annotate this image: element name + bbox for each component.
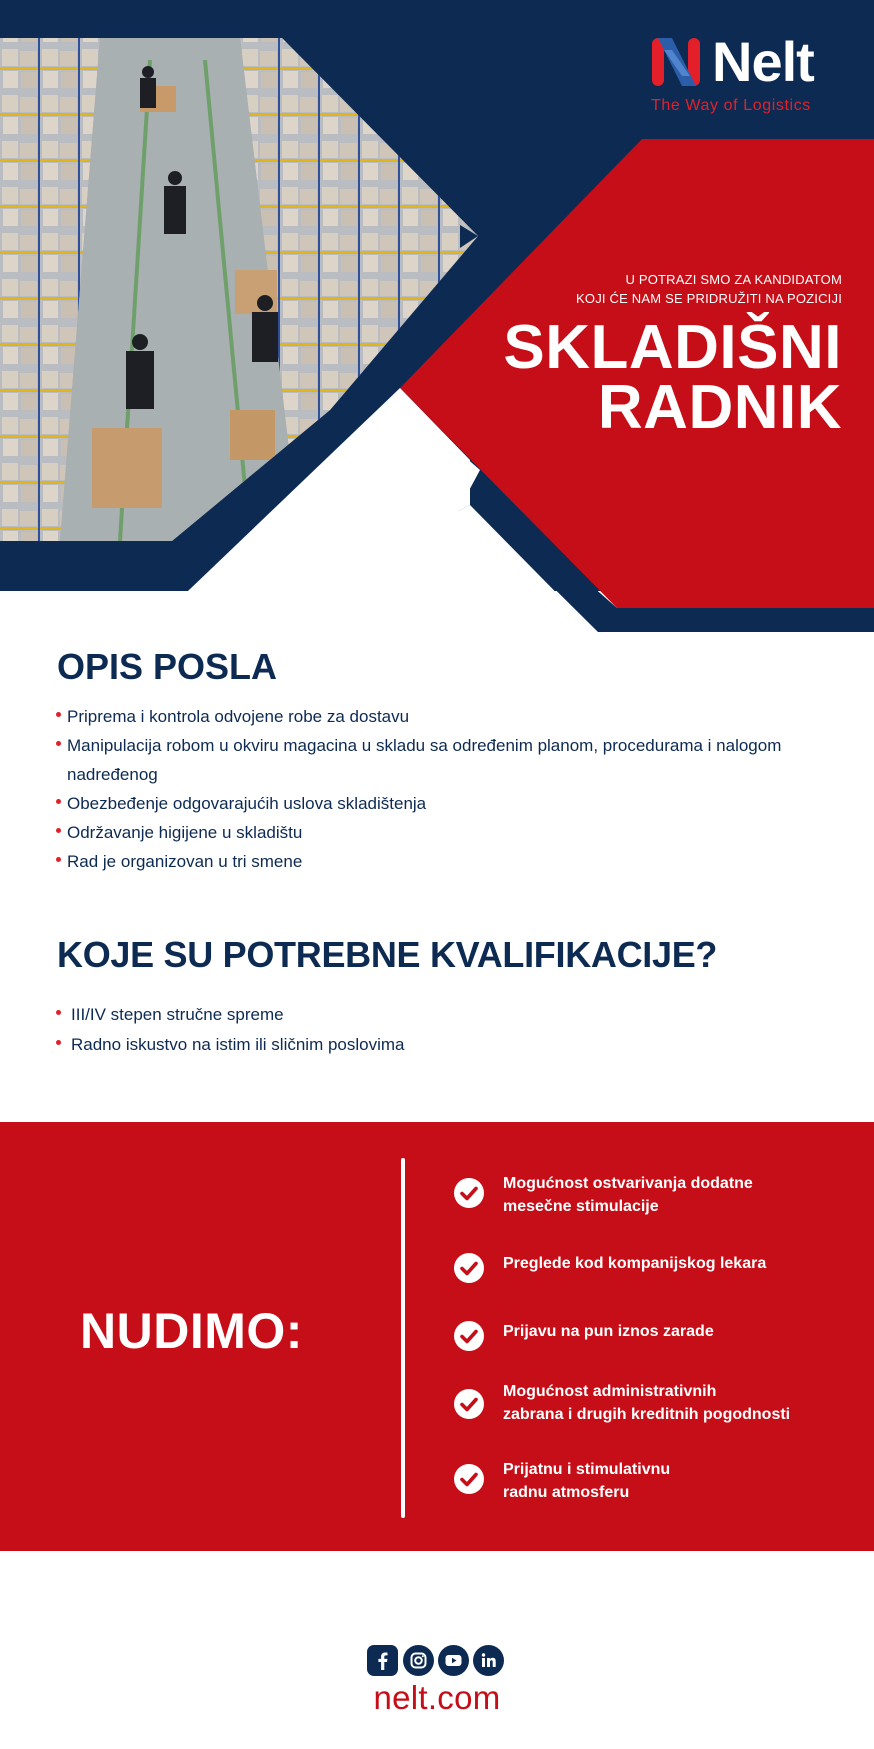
- check-circle-icon: [453, 1177, 485, 1209]
- offer-item: [453, 1172, 853, 1222]
- list-item: III/IV stepen stručne spreme: [56, 1000, 405, 1030]
- check-circle-icon: [453, 1320, 485, 1352]
- list-item: Radno iskustvo na istim ili sličnim poslovima: [56, 1030, 405, 1060]
- hero-banner: [0, 0, 874, 635]
- offer-item-line-1: Preglede kod kompanijskog lekara: [503, 1255, 767, 1272]
- job-description-heading: OPIS POSLA: [57, 646, 278, 687]
- job-description-list: [56, 702, 816, 876]
- check-circle-icon: [453, 1463, 485, 1495]
- linkedin-icon[interactable]: [473, 1645, 504, 1676]
- offer-item-text: [503, 1380, 863, 1426]
- logo-wordmark: Nelt: [712, 30, 814, 93]
- social-links: [367, 1645, 507, 1677]
- youtube-icon[interactable]: [438, 1645, 469, 1676]
- offer-item-line-1: Mogućnost administrativnih: [503, 1383, 717, 1400]
- offer-item: [453, 1458, 853, 1508]
- instagram-icon[interactable]: [403, 1645, 434, 1676]
- logo-tagline: The Way of Logistics: [651, 97, 811, 114]
- list-item: Održavanje higijene u skladištu: [56, 818, 816, 847]
- offer-item: [453, 1252, 853, 1302]
- offer-item-text: [503, 1252, 863, 1275]
- nelt-n-mark-icon: [650, 36, 702, 88]
- offer-item-line-1: Mogućnost ostvarivanja dodatne: [503, 1175, 753, 1192]
- offer-item-text: [503, 1458, 863, 1504]
- qualifications-list: [56, 1000, 405, 1060]
- hiring-intro-line-2: KOJI ĆE NAM SE PRIDRUŽITI NA POZICIJI: [576, 291, 842, 306]
- list-item: Priprema i kontrola odvojene robe za dostavu: [56, 702, 816, 731]
- offer-section: [0, 1122, 874, 1551]
- nelt-logo: [650, 30, 850, 116]
- offer-item: [453, 1320, 853, 1370]
- offer-divider: [401, 1158, 405, 1518]
- check-circle-icon: [453, 1252, 485, 1284]
- website-link[interactable]: nelt.com: [373, 1679, 501, 1716]
- hiring-intro-line-1: U POTRAZI SMO ZA KANDIDATOM: [625, 272, 842, 287]
- job-title: [382, 313, 842, 442]
- offer-item-line-2: mesečne stimulacije: [503, 1198, 659, 1215]
- offer-item-text: [503, 1172, 863, 1218]
- offer-item-line-2: radnu atmosferu: [503, 1484, 630, 1501]
- check-circle-icon: [453, 1388, 485, 1420]
- offer-item-line-2: zabrana i drugih kreditnih pogodnosti: [503, 1406, 791, 1423]
- list-item: Obezbeđenje odgovarajućih uslova skladištenja: [56, 789, 816, 818]
- list-item: Manipulacija robom u okviru magacina u skladu sa određenim planom, procedurama i nalogom nadređenog: [56, 731, 816, 789]
- offer-item: [453, 1380, 853, 1430]
- offer-item-line-1: Prijatnu i stimulativnu: [503, 1461, 671, 1478]
- list-item: Rad je organizovan u tri smene: [56, 847, 816, 876]
- facebook-icon[interactable]: [367, 1645, 398, 1676]
- job-title-line-1: SKLADIŠNI: [503, 313, 842, 382]
- qualifications-heading: KOJE SU POTREBNE KVALIFIKACIJE?: [57, 934, 718, 975]
- offer-item-text: [503, 1320, 863, 1343]
- offer-heading: NUDIMO:: [80, 1303, 303, 1359]
- hiring-intro: [422, 270, 842, 308]
- offer-item-line-1: Prijavu na pun iznos zarade: [503, 1323, 714, 1340]
- job-title-line-2: RADNIK: [597, 373, 842, 442]
